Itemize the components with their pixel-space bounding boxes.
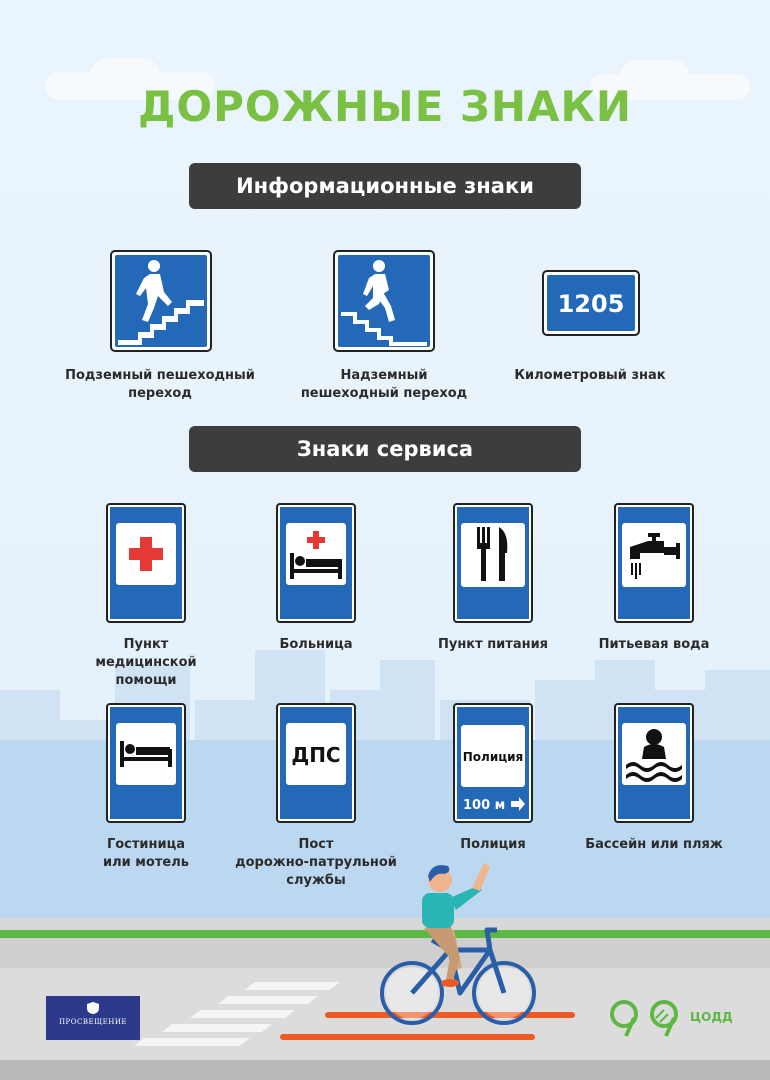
caption-dps: Пост дорожно-патрульной службы	[235, 837, 397, 888]
caption-hotel: Гостиница или мотель	[103, 837, 189, 870]
dps-sign	[276, 703, 356, 823]
caption-first-aid: Пункт медицинской помощи	[95, 637, 197, 688]
caption-swimming: Бассейн или пляж	[585, 837, 723, 852]
kilometer-sign-text: 1205	[557, 290, 625, 318]
water-sign	[614, 503, 694, 623]
swimming-sign	[614, 703, 694, 823]
page-title: ДОРОЖНЫЕ ЗНАКИ	[138, 82, 632, 131]
food-sign	[453, 503, 533, 623]
hotel-sign	[106, 703, 186, 823]
caption-kilometer-sign: Километровый знак	[514, 368, 666, 383]
partner-logo	[606, 998, 736, 1038]
caption-underground-crossing: Подземный пешеходный переход	[65, 368, 255, 401]
publisher-logo	[46, 996, 140, 1040]
caption-food: Пункт питания	[437, 637, 549, 652]
caption-water: Питьевая вода	[598, 637, 710, 652]
tsodd-logo-icon	[606, 998, 686, 1038]
section-header-service: Знаки сервиса	[189, 426, 581, 472]
caption-overpass-crossing: Надземный пешеходный переход	[300, 368, 468, 401]
publisher-name: ПРОСВЕЩЕНИЕ	[58, 1018, 128, 1026]
police-icon: Полиция	[462, 750, 524, 764]
caption-hospital: Больница	[279, 637, 353, 652]
first-aid-sign	[106, 503, 186, 623]
kilometer-sign	[542, 270, 640, 336]
hospital-sign	[276, 503, 356, 623]
shield-icon	[87, 1002, 99, 1014]
overpass-crossing-sign	[333, 250, 435, 352]
underground-crossing-sign	[110, 250, 212, 352]
police-distance: 100 м	[463, 798, 506, 813]
police-sign	[453, 703, 533, 823]
section-header-info: Информационные знаки	[189, 163, 581, 209]
partner-name: ЦОДД	[690, 1010, 733, 1024]
dps-icon: ДПС	[291, 743, 341, 767]
caption-police: Полиция	[460, 837, 526, 852]
